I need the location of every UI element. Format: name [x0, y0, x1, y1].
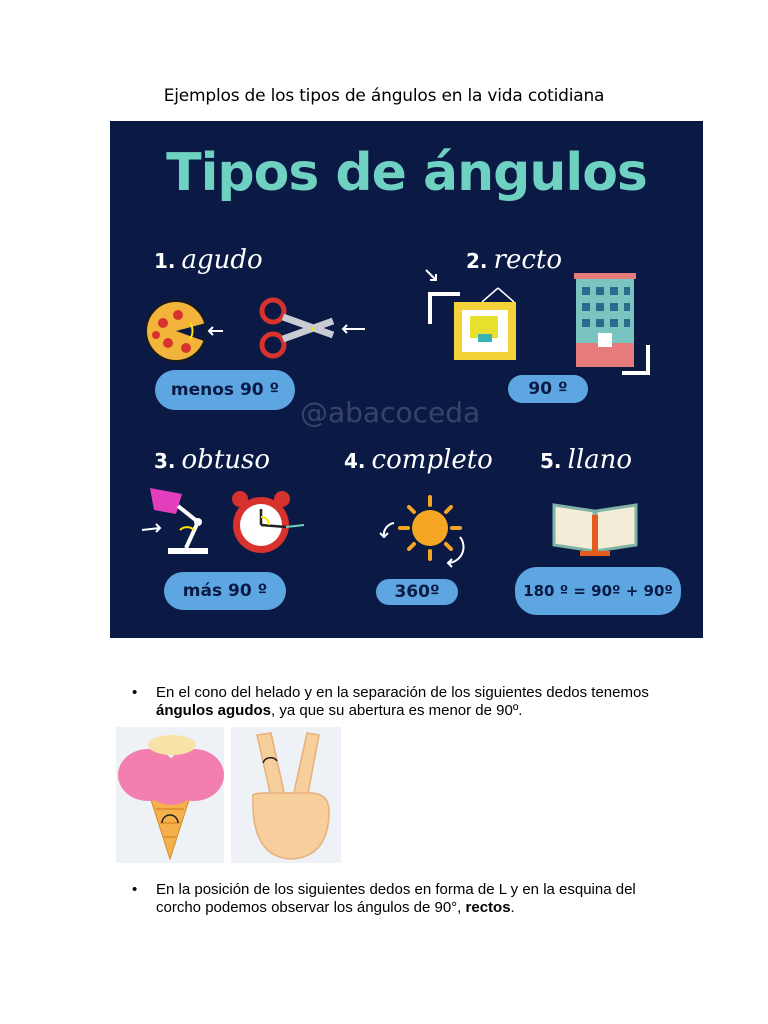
- bullet-bold-text: rectos: [465, 899, 511, 916]
- open-book-icon: [550, 497, 640, 559]
- document-title: Ejemplos de los tipos de ángulos en la vida cotidiana: [163, 86, 605, 106]
- watermark: @abacoceda: [300, 396, 481, 429]
- type-name: agudo: [181, 245, 263, 275]
- type-number: 3.: [154, 449, 176, 473]
- peace-sign-hand-icon: [231, 727, 341, 863]
- bullet-item: [156, 684, 676, 720]
- sun-icon: [376, 493, 476, 571]
- infographic-title: Tipos de ángulos: [166, 143, 647, 203]
- angle-value-pill: 180 º = 90º + 90º: [515, 567, 681, 615]
- angle-value-pill: 90 º: [508, 375, 588, 403]
- type-name: completo: [371, 445, 493, 475]
- type-name: obtuso: [181, 445, 271, 475]
- bullet-text: .: [510, 899, 515, 916]
- scissors-icon: [255, 297, 370, 363]
- angle-value-pill: 360º: [376, 579, 458, 605]
- type-number: 5.: [540, 449, 562, 473]
- type-name: recto: [493, 245, 562, 275]
- type-number: 1.: [154, 249, 176, 273]
- picture-frame-icon: [422, 266, 526, 366]
- bullet-bold-text: ángulos agudos: [156, 702, 272, 719]
- type-number: 4.: [344, 449, 366, 473]
- angle-types-infographic: [110, 121, 703, 638]
- bullet-item: [156, 881, 676, 917]
- desk-lamp-icon: [140, 486, 216, 558]
- bullet-text: En el cono del helado y en la separación de los siguientes dedos tenemos: [156, 684, 649, 701]
- type-label-obtuso: [154, 445, 270, 475]
- ice-cream-cone-icon: [116, 727, 224, 863]
- bullet-text: , ya que su abertura es menor de 90º.: [271, 702, 523, 719]
- type-number: 2.: [466, 249, 488, 273]
- building-icon: [570, 271, 660, 377]
- angle-value-pill: menos 90 º: [155, 370, 295, 410]
- bullet-text: En la posición de los siguientes dedos en forma de L y en la esquina del corcho podemos observar los ángulos de 90°,: [156, 881, 636, 916]
- alarm-clock-icon: [228, 489, 308, 561]
- pizza-icon: [138, 293, 228, 363]
- type-label-llano: [540, 445, 632, 475]
- type-label-agudo: [154, 245, 263, 275]
- type-name: llano: [567, 445, 633, 475]
- type-label-completo: [344, 445, 493, 475]
- angle-value-pill: más 90 º: [164, 572, 286, 610]
